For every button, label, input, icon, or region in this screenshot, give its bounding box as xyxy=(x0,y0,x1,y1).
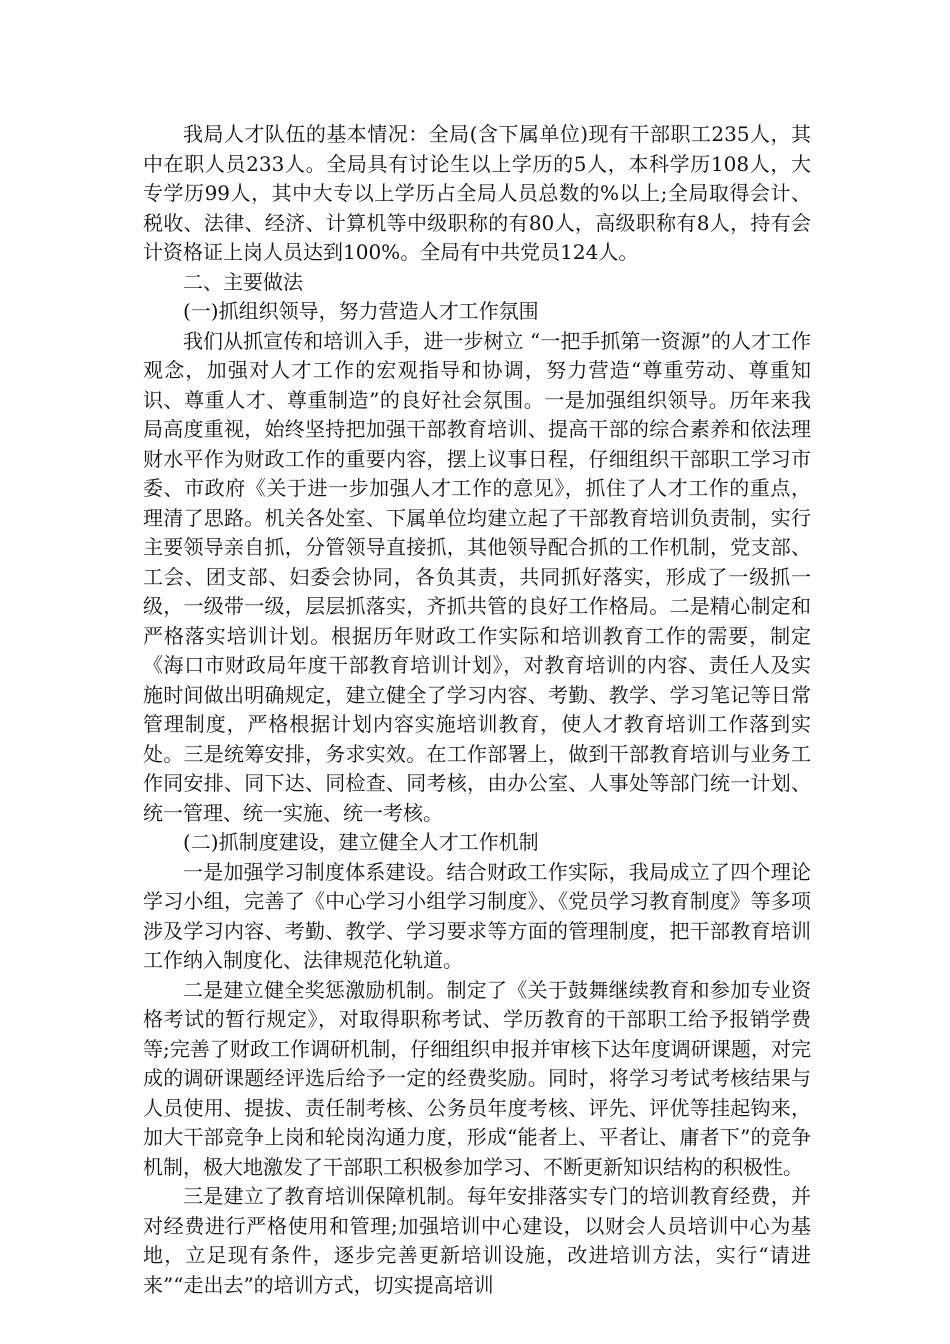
subsection-heading-system-building: (二)抓制度建设，建立健全人才工作机制 xyxy=(183,830,539,854)
document-body xyxy=(143,120,811,1300)
paragraph-incentive-mechanism: 二是建立健全奖惩激励机制。制定了《关于鼓舞继续教育和参加专业资格考试的暂行规定》，对取得职称考试、学历教育的干部职工给予报销学费等;完善了财政工作调研机制，仔细组织申报并审核下达年度调研课题，对完成的调研课题经评选后给予一定的经费奖励。同时，将学习考试考核结果与人员使用、提拔、责任制考核、公务员年度考核、评先、评优等挂起钩来，加大干部竞争上岗和轮岗沟通力度，形成“能者上、平者让、庸者下”的竞争机制，极大地激发了干部职工积极参加学习、不断更新知识结构的积极性。 xyxy=(143,977,811,1179)
subsection-heading-organization-leadership: (一)抓组织领导，努力营造人才工作氛围 xyxy=(183,299,539,323)
paragraph-training-guarantee: 三是建立了教育培训保障机制。每年安排落实专门的培训教育经费，并对经费进行严格使用和管理;加强培训中心建设，以财会人员培训中心为基地，立足现有条件，逐步完善更新培训设施，改进培训方法，实行“请进来”“走出去”的培训方式，切实提高培训 xyxy=(143,1184,811,1297)
paragraph-study-system: 一是加强学习制度体系建设。结合财政工作实际，我局成立了四个理论学习小组，完善了《中心学习小组学习制度》、《党员学习教育制度》等多项涉及学习内容、考勤、教学、学习要求等方面的管理制度，把干部教育培训工作纳入制度化、法律规范化轨道。 xyxy=(143,859,811,972)
paragraph-organization-leadership: 我们从抓宣传和培训入手，进一步树立 “一把手抓第一资源”的人才工作观念，加强对人才工作的宏观指导和协调，努力营造“尊重劳动、尊重知识、尊重人才、尊重制造”的良好社会氛围。一是加强组织领导。历年来我局高度重视，始终坚持把加强干部教育培训、提高干部的综合素养和依法理财水平作为财政工作的重要内容，摆上议事日程，仔细组织干部职工学习市委、市政府《关于进一步加强人才工作的意见》，抓住了人才工作的重点，理清了思路。机关各处室、下属单位均建立起了干部教育培训负责制，实行主要领导亲自抓，分管领导直接抓，其他领导配合抓的工作机制，党支部、工会、团支部、妇委会协同，各负其责，共同抓好落实，形成了一级抓一级，一级带一级，层层抓落实，齐抓共管的良好工作格局。二是精心制定和严格落实培训计划。根据历年财政工作实际和培训教育工作的需要，制定《海口市财政局年度干部教育培训计划》，对教育培训的内容、责任人及实施时间做出明确规定，建立健全了学习内容、考勤、教学、学习笔记等日常管理制度，严格根据计划内容实施培训教育，使人才教育培训工作落到实处。三是统筹安排，务求实效。在工作部署上，做到干部教育培训与业务工作同安排、同下达、同检查、同考核，由办公室、人事处等部门统一计划、统一管理、统一实施、统一考核。 xyxy=(143,328,811,825)
section-heading-main-practices: 二、主要做法 xyxy=(183,269,303,294)
paragraph-staff-overview: 我局人才队伍的基本情况：全局(含下属单位)现有干部职工235人，其中在职人员233人。全局具有讨论生以上学历的5人，本科学历108人，大专学历99人，其中大专以上学历占全局人员总数的%以上;全局取得会计、税收、法律、经济、计算机等中级职称的有80人，高级职称有8人，持有会计资格证上岗人员达到100%。全局有中共党员124人。 xyxy=(143,122,811,264)
